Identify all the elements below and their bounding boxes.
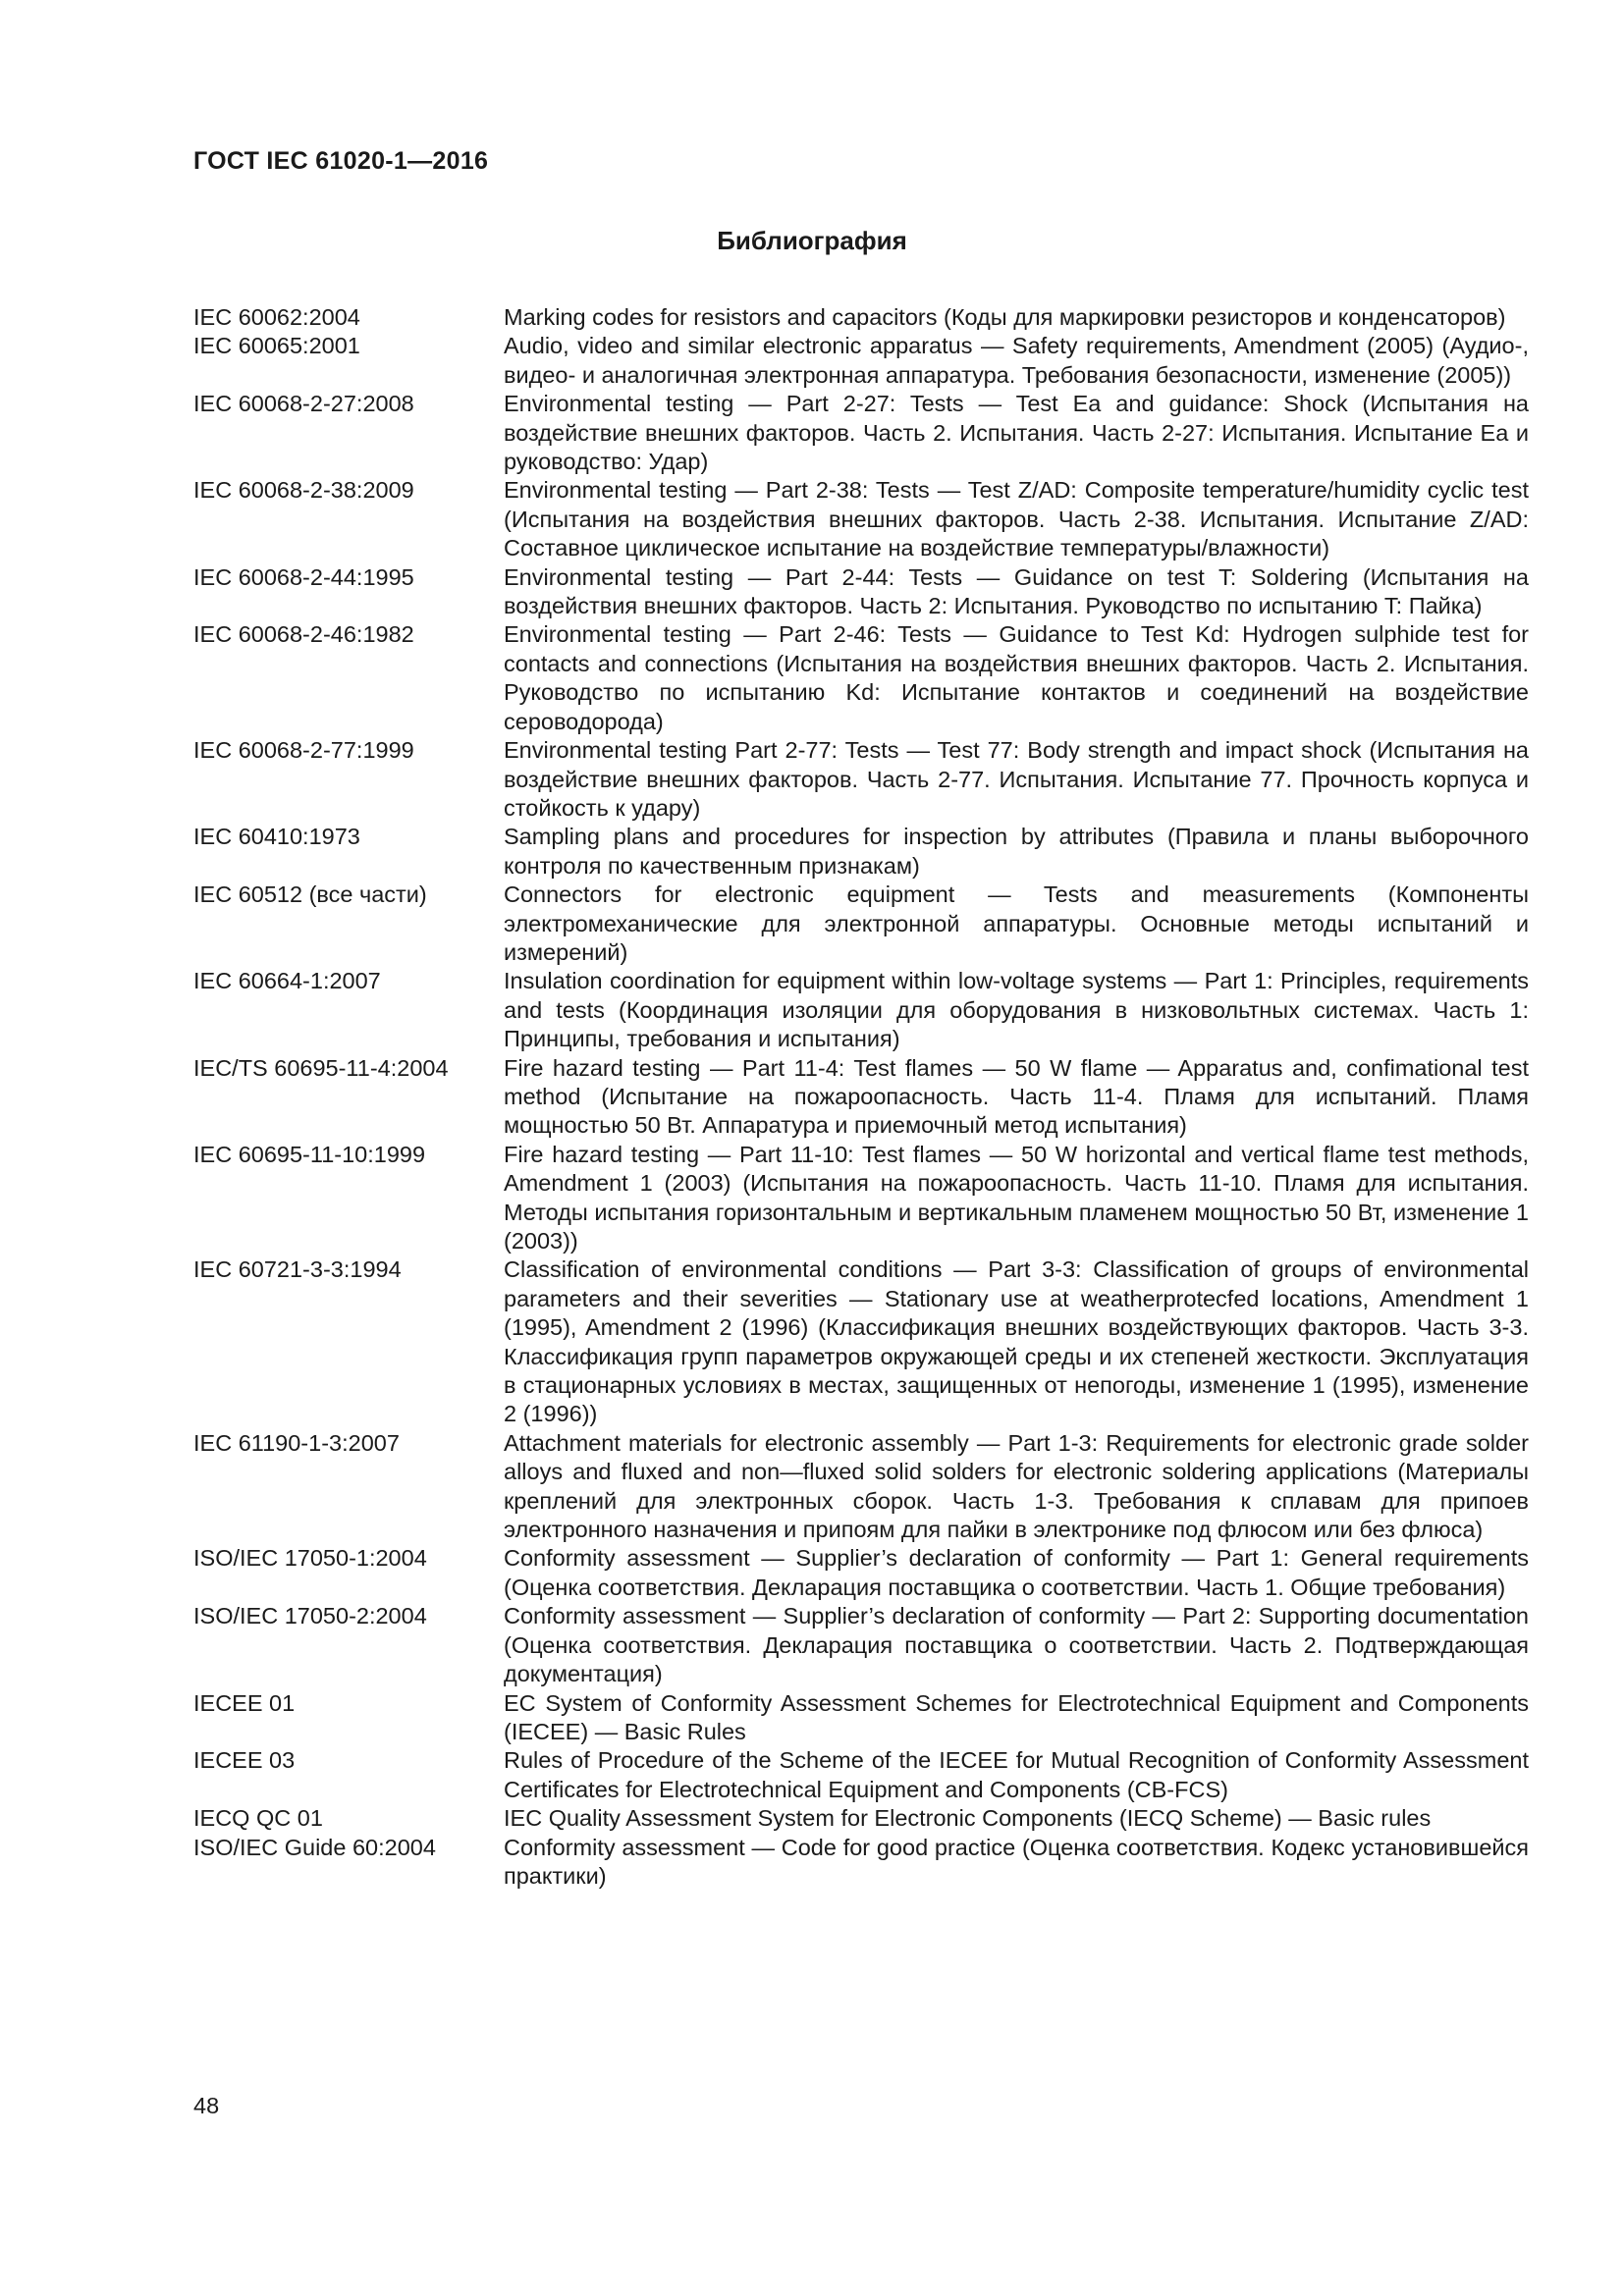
bibliography-entry (193, 1141, 1529, 1256)
entry-code: IEC 60068-2-38:2009 (193, 477, 414, 504)
entry-code: ISO/IEC 17050-1:2004 (193, 1545, 427, 1572)
entry-description: Conformity assessment — Supplier’s declaration of conformity — Part 2: Supporting documentation (Оценка соответствия. Декларация поставщика о соответствии. Часть 2. Подтверждающая документация) (504, 1603, 1529, 1687)
bibliography-entry (193, 1429, 1529, 1545)
bibliography-entry (193, 620, 1529, 736)
bibliography-entry (193, 390, 1529, 476)
entry-description: Sampling plans and procedures for inspection by attributes (Правила и планы выборочного контроля по качественным признакам) (504, 824, 1529, 879)
entry-code: IEC 60068-2-27:2008 (193, 391, 414, 417)
bibliography-entry (193, 1689, 1529, 1747)
bibliography-entry (193, 736, 1529, 823)
bibliography-entry (193, 881, 1529, 967)
bibliography-entry (193, 1804, 1529, 1833)
entry-code: IECQ QC 01 (193, 1805, 323, 1832)
entry-description: Conformity assessment — Supplier’s declaration of conformity — Part 1: General requirements (Оценка соответствия. Декларация поставщика о соответствии. Часть 1. Общие требования) (504, 1545, 1529, 1600)
bibliography-list (193, 303, 1529, 1891)
bibliography-entry (193, 303, 1529, 332)
entry-description: IEC Quality Assessment System for Electronic Components (IECQ Scheme) — Basic rules (504, 1805, 1432, 1832)
bibliography-entry (193, 1746, 1529, 1804)
bibliography-entry (193, 1834, 1529, 1892)
entry-description: Environmental testing Part 2-77: Tests — Test 77: Body strength and impact shock (Испытания на воздействие внешних факторов. Часть 2-77. Испытания. Испытание 77. Прочность корпуса и стойкость к удару) (504, 737, 1529, 821)
entry-code: IECEE 03 (193, 1747, 296, 1774)
entry-description: Insulation coordination for equipment within low-voltage systems — Part 1: Principles, requirements and tests (Координация изоляции для оборудования в низковольтных системах. Часть 1: Принципы, требования и испытания) (504, 968, 1529, 1052)
entry-description: Connectors for electronic equipment — Tests and measurements (Компоненты электромеханические для электронной аппаратуры. Основные методы испытаний и измерений) (504, 881, 1529, 965)
entry-code: IEC 60695-11-10:1999 (193, 1141, 426, 1167)
entry-code: IEC 60664-1:2007 (193, 968, 381, 994)
entry-code: IEC 60410:1973 (193, 824, 360, 850)
entry-description: Fire hazard testing — Part 11-10: Test flames — 50 W horizontal and vertical flame test methods, Amendment 1 (2003) (Испытания на пожароопасность. Часть 11-10. Пламя для испытания. Методы испытания горизонтальным и вертикальным пламенем мощностью 50 Вт, изменение 1 (2003)) (504, 1141, 1529, 1254)
entry-description: Fire hazard testing — Part 11-4: Test flames — 50 W flame — Apparatus and, confimational test method (Испытание на пожароопасность. Часть 11-4. Пламя для испытаний. Пламя мощностью 50 Вт. Аппаратура и приемочный метод испытания) (504, 1054, 1529, 1139)
entry-code: IEC 60721-3-3:1994 (193, 1256, 402, 1283)
entry-description: Classification of environmental conditions — Part 3-3: Classification of groups of environmental parameters and their severities — Stationary use at weatherprotecfed locations, Amendment 1 (1995), Amendment 2 (1996) (Классификация внешних воздействующих факторов. Часть 3-3. Классификация групп параметров окружающей среды и их степеней жесткости. Эксплуатация в стационарных условиях в местах, защищенных от непогоды, изменение 1 (1995), изменение 2 (1996)) (504, 1256, 1529, 1427)
entry-code: ISO/IEC Guide 60:2004 (193, 1834, 436, 1860)
bibliography-entry (193, 1544, 1529, 1602)
document-header: ГОСТ IEC 61020-1—2016 (193, 147, 489, 175)
entry-description: Environmental testing — Part 2-46: Tests — Guidance to Test Kd: Hydrogen sulphide test for contacts and connections (Испытания на воздействия внешних факторов. Часть 2. Испытания. Руководство по испытанию Kd: Испытание контактов и соединений на воздействие сероводорода) (504, 621, 1529, 734)
bibliography-entry (193, 1255, 1529, 1428)
bibliography-entry (193, 967, 1529, 1053)
entry-description: Environmental testing — Part 2-38: Tests — Test Z/AD: Composite temperature/humidity cyclic test (Испытания на воздействия внешних факторов. Часть 2-38. Испытания. Испытание Z/AD: Составное циклическое испытание на воздействие температуры/влажности) (504, 477, 1529, 561)
entry-code: IEC 60512 (все части) (193, 881, 427, 908)
entry-description: EC System of Conformity Assessment Schemes for Electrotechnical Equipment and Components (IECEE) — Basic Rules (504, 1689, 1529, 1744)
entry-description: Marking codes for resistors and capacitors (Коды для маркировки резисторов и конденсаторов) (504, 304, 1506, 330)
entry-code: IEC 60068-2-44:1995 (193, 563, 414, 590)
entry-code: IEC 61190-1-3:2007 (193, 1429, 400, 1456)
entry-description: Attachment materials for electronic assembly — Part 1-3: Requirements for electronic grade solder alloys and fluxed and non—fluxed solid solders for electronic soldering applications (Материалы креплений для электронных сборок. Часть 1-3. Требования к сплавам для припоев электронного назначения и припоям для пайки в электронике под флюсом или без флюса) (504, 1429, 1529, 1543)
entry-description: Environmental testing — Part 2-27: Tests — Test Ea and guidance: Shock (Испытания на воздействие внешних факторов. Часть 2. Испытания. Часть 2-27: Испытания. Испытание Ea и руководство: Удар) (504, 391, 1529, 475)
page-number: 48 (193, 2093, 220, 2118)
entry-description: Environmental testing — Part 2-44: Tests — Guidance on test T: Soldering (Испытания на воздействия внешних факторов. Часть 2: Испытания. Руководство по испытанию T: Пайка) (504, 563, 1529, 619)
bibliography-entry (193, 1602, 1529, 1688)
entry-code: ISO/IEC 17050-2:2004 (193, 1603, 427, 1629)
entry-code: IECEE 01 (193, 1689, 296, 1716)
entry-code: IEC 60068-2-77:1999 (193, 737, 414, 764)
entry-description: Audio, video and similar electronic apparatus — Safety requirements, Amendment (2005) (Аудио-, видео- и аналогичная электронная аппаратура. Требования безопасности, изменение (2005)) (504, 333, 1529, 388)
entry-code: IEC 60065:2001 (193, 333, 360, 359)
entry-description: Conformity assessment — Code for good practice (Оценка соответствия. Кодекс установившейся практики) (504, 1834, 1529, 1889)
bibliography-entry (193, 563, 1529, 621)
bibliography-entry (193, 476, 1529, 562)
entry-code: IEC/TS 60695-11-4:2004 (193, 1054, 449, 1081)
bibliography-entry (193, 823, 1529, 881)
entry-code: IEC 60068-2-46:1982 (193, 621, 414, 648)
entry-description: Rules of Procedure of the Scheme of the IECEE for Mutual Recognition of Conformity Assessment Certificates for Electrotechnical Equipment and Components (CB-FCS) (504, 1747, 1529, 1802)
bibliography-entry (193, 332, 1529, 390)
bibliography-entry (193, 1054, 1529, 1141)
page-title: Библиография (717, 226, 907, 255)
entry-code: IEC 60062:2004 (193, 304, 360, 330)
